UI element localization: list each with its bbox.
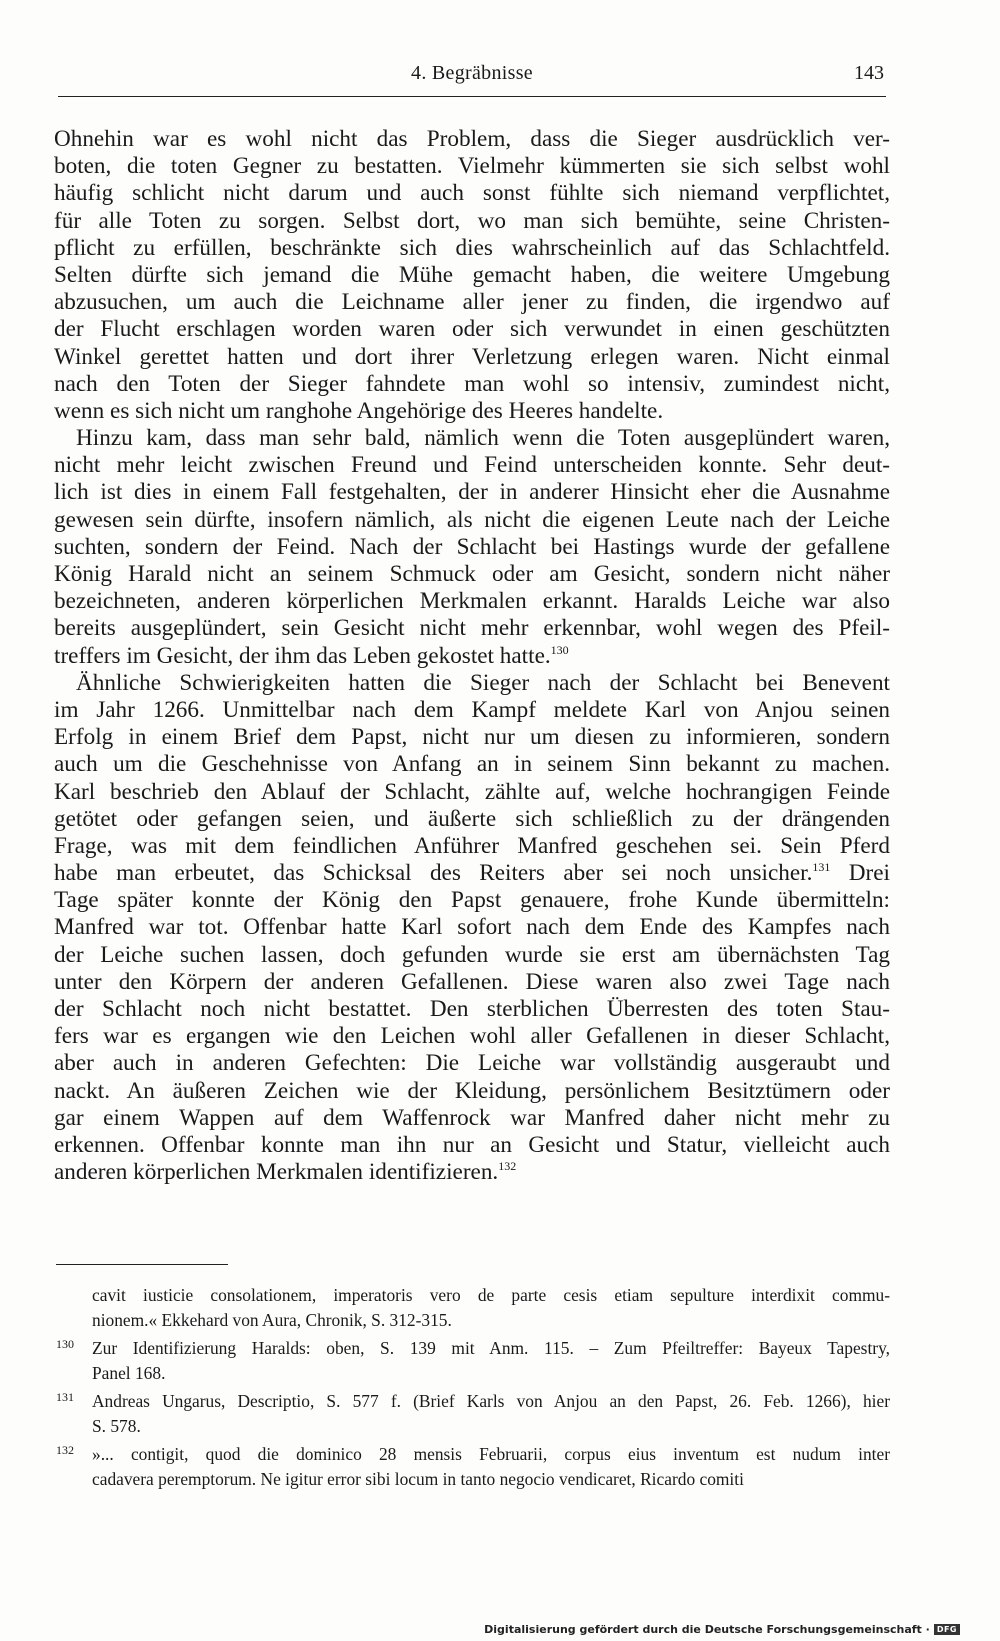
text-line-content: aber auch in anderen Gefechten: Die Leiche war vollständig ausgeraubt und [54, 1050, 890, 1077]
text-line [54, 262, 890, 289]
footnote-line: cavit iusticie consolationem, imperatoris vero de parte cesis etiam sepulture interdixit commu- [92, 1285, 890, 1305]
footnote [56, 1283, 890, 1332]
text-line [54, 452, 890, 479]
text-line [54, 697, 890, 724]
text-line [54, 751, 890, 778]
text-line [54, 289, 890, 316]
text-line [54, 1078, 890, 1105]
text-line [54, 371, 890, 398]
footnote [56, 1442, 890, 1491]
text-line-content: unter den Körpern der anderen Gefallenen. Diese waren also zwei Tage nach [54, 968, 890, 995]
text-line [54, 643, 890, 670]
text-line-content: pflicht zu erfüllen, beschränkte sich dies wahrscheinlich auf das Schlachtfeld. [54, 234, 890, 261]
text-line [54, 344, 890, 371]
text-line-content: Hinzu kam, dass man sehr bald, nämlich wenn die Toten ausgeplündert waren, [76, 425, 890, 452]
body-text [54, 126, 890, 1186]
text-line-content: gewesen sein dürfte, insofern nämlich, als nicht die eigenen Leute nach der Leiche [54, 506, 890, 533]
footnote-line: nionem.« Ekkehard von Aura, Chronik, S. 312-315. [92, 1309, 452, 1330]
text-line-content: nach den Toten der Sieger fahndete man wohl so intensiv, zumindest nicht, [54, 370, 890, 397]
text-line-content: auch um die Geschehnisse von Anfang an in seinem Sinn bekannt zu machen. [54, 751, 890, 778]
text-line-content: der Schlacht noch nicht bestattet. Den sterblichen Überresten des toten Stau- [54, 996, 890, 1022]
footnote-ref[interactable]: 132 [498, 1159, 517, 1174]
footnote-line: S. 578. [92, 1415, 141, 1436]
text-line-content: suchten, sondern der Feind. Nach der Schlacht bei Hastings wurde der gefallene [54, 533, 890, 560]
text-line-content: der Leiche suchen lassen, doch gefunden wurde sie erst am übernächsten Tag [54, 941, 890, 968]
text-line [54, 479, 890, 506]
text-line [54, 1132, 890, 1159]
footnote-line: Zur Identifizierung Haralds: oben, S. 139 mit Anm. 115. – Zum Pfeiltreffer: Bayeux Tapestry, [92, 1338, 890, 1358]
footnotes [56, 1283, 890, 1495]
text-line-content: Tage später konnte der König den Papst genauere, frohe Kunde übermitteln: [54, 887, 890, 914]
footnote-line: Andreas Ungarus, Descriptio, S. 577 f. (Brief Karls von Anjou an den Papst, 26. Feb. 1266), hier [92, 1391, 890, 1411]
footnote-line: »... contigit, quod die dominico 28 mensis Februarii, corpus eius inventum est nudum inter [92, 1444, 890, 1464]
page-number: 143 [854, 62, 884, 84]
text-line [54, 126, 890, 153]
text-line-content: gar einem Wappen auf dem Waffenrock war Manfred daher nicht mehr zu [54, 1104, 890, 1131]
text-line [54, 1050, 890, 1077]
text-line-continuation: Drei [830, 860, 890, 887]
text-line-content: Selten dürfte sich jemand die Mühe gemacht haben, die weitere Umgebung [54, 261, 890, 288]
text-line [54, 1023, 890, 1050]
footnote-line: Panel 168. [92, 1362, 166, 1383]
footnote [56, 1336, 890, 1385]
text-line [54, 996, 890, 1023]
text-line [54, 615, 890, 642]
footnote-number: 132 [56, 1443, 74, 1457]
text-line-content: der Flucht erschlagen worden waren oder sich verwundet in einen geschützten [54, 316, 890, 343]
digitization-credit [484, 1623, 960, 1636]
text-line-content: erkennen. Offenbar konnte man ihn nur an Gesicht und Statur, vielleicht auch [54, 1131, 890, 1158]
text-line [54, 779, 890, 806]
credit-text: Digitalisierung gefördert durch die Deutsche Forschungsgemeinschaft · [484, 1623, 930, 1636]
text-line-content: fers war es ergangen wie den Leichen wohl aller Gefallenen in dieser Schlacht, [54, 1023, 890, 1050]
text-line [54, 180, 890, 207]
footnote [56, 1389, 890, 1438]
text-line [54, 1105, 890, 1132]
text-line-content: anderen körperlichen Merkmalen identifizieren. [54, 1159, 499, 1186]
text-line-content: nicht mehr leicht zwischen Freund und Feind unterscheiden konnte. Sehr deut- [54, 452, 890, 479]
footnote-number: 131 [56, 1390, 74, 1404]
paragraph [54, 425, 890, 670]
text-line-content: boten, die toten Gegner zu bestatten. Vielmehr kümmerten sie sich selbst wohl [54, 153, 890, 180]
running-title: 4. Begräbnisse [411, 62, 533, 84]
text-line [54, 561, 890, 588]
text-line-content: häufig schlicht nicht darum und auch sonst fühlte sich niemand verpflichtet, [54, 180, 890, 207]
footnote-line: cadavera peremptorum. Ne igitur error sibi locum in tanto negocio vendicaret, Ricardo comiti [92, 1468, 744, 1489]
footnote-ref[interactable]: 130 [550, 642, 569, 657]
footnote-separator [56, 1264, 228, 1265]
text-line-content: habe man erbeutet, das Schicksal des Reiters aber sei noch unsicher. [54, 860, 813, 887]
text-line [54, 942, 890, 969]
text-line [54, 425, 890, 452]
dfg-logo: DFG [934, 1624, 960, 1635]
text-line [54, 860, 890, 887]
footnote-number: 130 [56, 1337, 74, 1351]
text-line [54, 235, 890, 262]
text-line-content: Karl beschrieb den Ablauf der Schlacht, zählte auf, welche hochrangigen Feinde [54, 778, 890, 805]
text-line-content: Frage, was mit dem feindlichen Anführer Manfred geschehen sei. Sein Pferd [54, 832, 890, 859]
text-line [54, 316, 890, 343]
text-line-content: Ähnliche Schwierigkeiten hatten die Sieger nach der Schlacht bei Benevent [76, 669, 890, 696]
text-line [54, 507, 890, 534]
text-line-content: bezeichneten, anderen körperlichen Merkmalen erkannt. Haralds Leiche war also [54, 588, 890, 615]
text-line-content: Ohnehin war es wohl nicht das Problem, dass die Sieger ausdrücklich ver- [54, 126, 890, 152]
text-line-content: bereits ausgeplündert, sein Gesicht nicht mehr erkennbar, wohl wegen des Pfeil- [54, 615, 890, 642]
text-line-content: für alle Toten zu sorgen. Selbst dort, wo man sich bemühte, seine Christen- [54, 207, 890, 234]
text-line-content: im Jahr 1266. Unmittelbar nach dem Kampf meldete Karl von Anjou seinen [54, 696, 890, 723]
text-line-content: getötet oder gefangen seien, und äußerte sich schließlich zu der drängenden [54, 805, 890, 832]
text-line [54, 534, 890, 561]
text-line-content: wenn es sich nicht um ranghohe Angehörige des Heeres handelte. [54, 397, 664, 424]
text-line-content: Manfred war tot. Offenbar hatte Karl sofort nach dem Ende des Kampfes nach [54, 914, 890, 941]
text-line [54, 153, 890, 180]
text-line [54, 724, 890, 751]
text-line-content: Winkel gerettet hatten und dort ihrer Verletzung erlegen waren. Nicht einmal [54, 343, 890, 370]
text-line [54, 887, 890, 914]
text-line [54, 969, 890, 996]
text-line-content: lich ist dies in einem Fall festgehalten, der in anderer Hinsicht eher die Ausnahme [54, 479, 890, 506]
paragraph [54, 126, 890, 425]
text-line [54, 670, 890, 697]
text-line-content: König Harald nicht an seinem Schmuck oder am Gesicht, sondern nicht näher [54, 561, 890, 587]
text-line [54, 806, 890, 833]
text-line-content: abzusuchen, um auch die Leichname aller jener zu finden, die irgendwo auf [54, 289, 890, 316]
page-header [58, 60, 886, 97]
text-line [54, 1159, 890, 1186]
text-line [54, 588, 890, 615]
text-line-content: Erfolg in einem Brief dem Papst, nicht nur um diesen zu informieren, sondern [54, 724, 890, 751]
paragraph [54, 670, 890, 1187]
footnote-ref[interactable]: 131 [812, 860, 831, 875]
text-line [54, 208, 890, 235]
text-line [54, 398, 890, 425]
text-line-content: treffers im Gesicht, der ihm das Leben gekostet hatte. [54, 642, 551, 669]
text-line-content: nackt. An äußeren Zeichen wie der Kleidung, persönlichem Besitztümern oder [54, 1077, 890, 1104]
text-line [54, 914, 890, 941]
text-line [54, 833, 890, 860]
